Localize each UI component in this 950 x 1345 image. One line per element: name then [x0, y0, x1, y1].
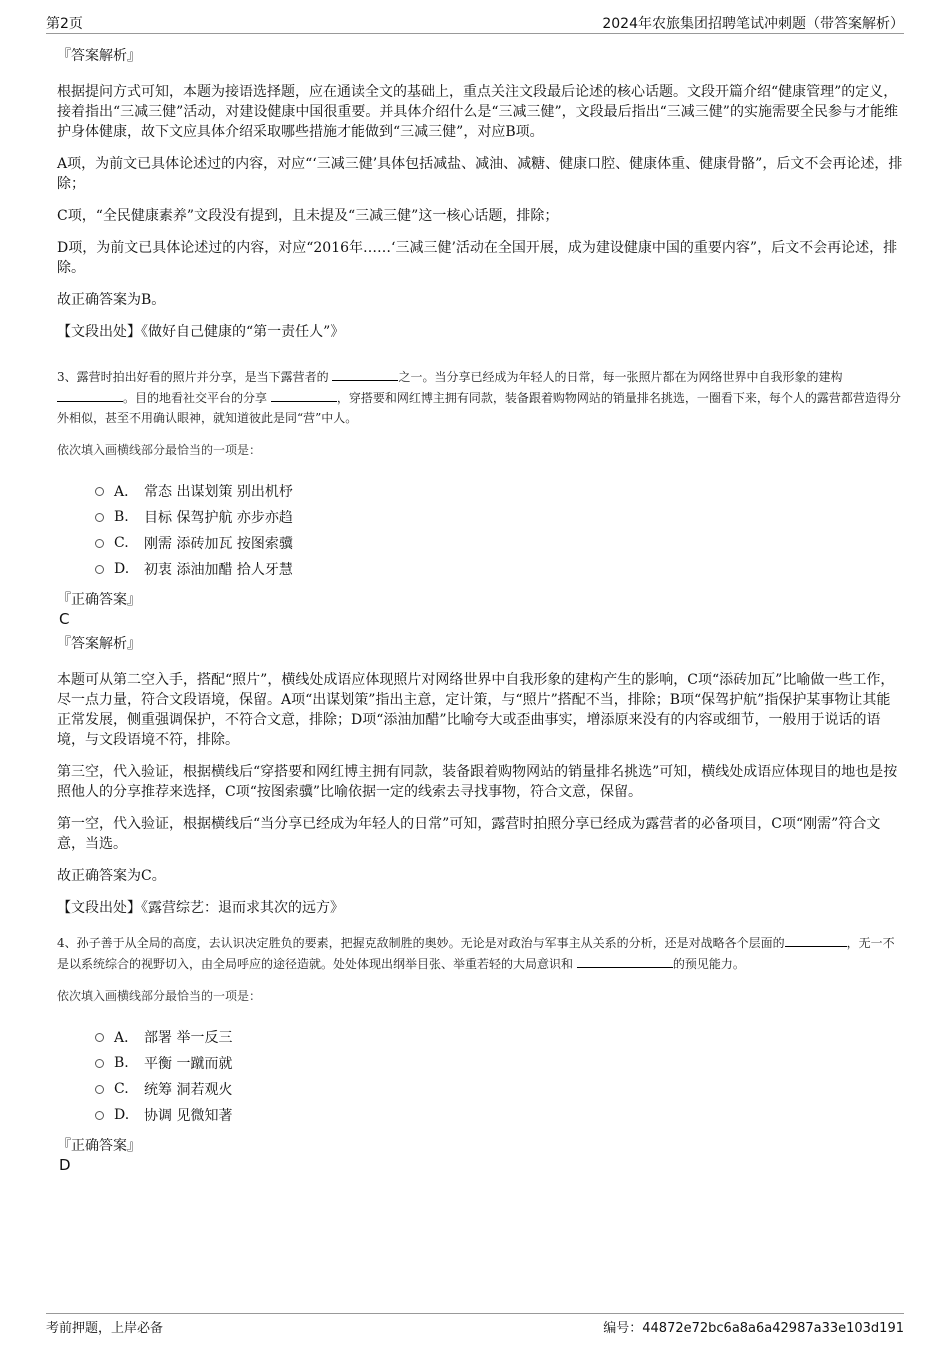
- page-footer: [46, 1313, 904, 1336]
- document-title: 2024年农旅集团招聘笔试冲刺题（带答案解析）: [602, 16, 904, 32]
- page-number: 第2页: [46, 16, 83, 32]
- option-key: D.: [114, 561, 130, 577]
- question-3-options: [95, 478, 904, 582]
- option-text: 统筹 洞若观火: [144, 1082, 233, 1098]
- option-a[interactable]: [95, 478, 904, 504]
- radio-icon[interactable]: [95, 565, 104, 574]
- option-a[interactable]: [95, 1024, 904, 1050]
- analysis-paragraph: 根据提问方式可知，本题为接语选择题，应在通读全文的基础上，重点关注文段最后论述的核心话题。文段开篇介绍“健康管理”的定义，接着指出“三减三健”活动，对建设健康中国很重要。并具体介绍什么是“三减三健”，文段最后指出“三减三健”的实施需要全民参与才能维护身体健康，故下文应具体介绍采取哪些措施才能做到“三减三健”，对应B项。: [57, 84, 898, 140]
- analysis-paragraph: 故正确答案为C。: [57, 868, 166, 884]
- option-c[interactable]: [95, 530, 904, 556]
- radio-icon[interactable]: [95, 1059, 104, 1068]
- analysis-tag: 『答案解析』: [57, 636, 141, 652]
- question-text-part: 。目的地看社交平台的分享: [123, 391, 271, 405]
- footer-slogan: 考前押题，上岸必备: [46, 1321, 164, 1336]
- option-c[interactable]: [95, 1076, 904, 1102]
- option-d[interactable]: [95, 1102, 904, 1128]
- radio-icon[interactable]: [95, 513, 104, 522]
- analysis-tag: 『答案解析』: [57, 48, 141, 64]
- radio-icon[interactable]: [95, 1033, 104, 1042]
- fill-blank-1: [785, 932, 847, 947]
- option-key: C.: [114, 535, 129, 551]
- radio-icon[interactable]: [95, 1085, 104, 1094]
- option-key: D.: [114, 1107, 130, 1123]
- radio-icon[interactable]: [95, 1111, 104, 1120]
- option-text: 常态 出谋划策 别出机杼: [144, 484, 293, 500]
- question-text-part: 3、露营时拍出好看的照片并分享，是当下露营者的: [57, 370, 333, 384]
- question-text-part: 之一。当分享已经成为年轻人的日常，每一张照片都在为网络世界中自我形象的建构: [398, 370, 843, 384]
- question-instruction: 依次填入画横线部分最恰当的一项是：: [57, 989, 262, 1003]
- option-text: 部署 举一反三: [144, 1030, 233, 1046]
- question-3-text: [57, 366, 904, 428]
- fill-blank-2: [577, 953, 673, 968]
- question-instruction: 依次填入画横线部分最恰当的一项是：: [57, 443, 262, 457]
- option-key: B.: [114, 509, 129, 525]
- option-text: 初衷 添油加醋 拾人牙慧: [144, 562, 293, 578]
- source-citation: 【文段出处】《做好自己健康的“第一责任人”》: [57, 324, 345, 340]
- analysis-paragraph: 第三空，代入验证，根据横线后“穿搭要和网红博主拥有同款，装备跟着购物网站的销量排名挑选”可知，横线处成语应体现目的地也是按照他人的分享推荐来选择，C项“按图索骥”比喻依据一定的线索去寻找事物，符合文意，保留。: [57, 764, 898, 800]
- fill-blank-1: [332, 366, 398, 381]
- option-text: 刚需 添砖加瓦 按图索骥: [144, 536, 293, 552]
- analysis-paragraph: C项，“全民健康素养”文段没有提到，且未提及“三减三健”这一核心话题，排除；: [57, 208, 559, 224]
- source-citation: 【文段出处】《露营综艺：退而求其次的远方》: [57, 900, 344, 916]
- fill-blank-3: [271, 387, 337, 402]
- question-text-part: ，穿搭要和网红博主拥有同款，装备跟着购物网站的销量排名挑选，一圈看下来，每个人的露营都营造得分外相似，甚至不用确认眼神，就知道彼此是同“营”中人。: [57, 391, 901, 425]
- question-4-options: [95, 1024, 904, 1128]
- analysis-paragraph: 本题可从第二空入手，搭配“照片”，横线处成语应体现照片对网络世界中自我形象的建构产生的影响，C项“添砖加瓦”比喻做一些工作，尽一点力量，符合文段语境，保留。A项“出谋划策”指出主意，定计策，与“照片”搭配不当，排除；B项“保驾护航”指保护某事物让其能正常发展，侧重强调保护，不符合文意，排除；D项“添油加醋”比喻夸大或歪曲事实，增添原来没有的内容或细节，一般用于说话的语境，与文段语境不符，排除。: [57, 672, 895, 748]
- option-key: B.: [114, 1055, 129, 1071]
- option-text: 协调 见微知著: [144, 1108, 233, 1124]
- question-text-part: 4、孙子善于从全局的高度，去认识决定胜负的要素，把握克敌制胜的奥妙。无论是对政治与军事主从关系的分析，还是对战略各个层面的: [57, 936, 785, 950]
- page-header: [46, 13, 904, 34]
- question-4-text: [57, 932, 904, 974]
- option-b[interactable]: [95, 1050, 904, 1076]
- correct-answer: D: [59, 1156, 71, 1174]
- page-content: [57, 46, 904, 1180]
- radio-icon[interactable]: [95, 487, 104, 496]
- option-key: A．: [114, 1030, 139, 1046]
- option-d[interactable]: [95, 556, 904, 582]
- code-value: 44872e72bc6a8a6a42987a33e103d191: [642, 1321, 904, 1336]
- analysis-paragraph: A项，为前文已具体论述过的内容，对应“‘三减三健’具体包括减盐、减油、减糖、健康口腔、健康体重、健康骨骼”，后文不会再论述，排除；: [57, 156, 903, 192]
- radio-icon[interactable]: [95, 539, 104, 548]
- option-b[interactable]: [95, 504, 904, 530]
- option-key: C.: [114, 1081, 129, 1097]
- fill-blank-2: [57, 387, 123, 402]
- correct-answer: C: [59, 610, 70, 628]
- document-code: [603, 1317, 904, 1336]
- analysis-paragraph: 第一空，代入验证，根据横线后“当分享已经成为年轻人的日常”可知，露营时拍照分享已经成为露营者的必备项目，C项“刚需”符合文意，当选。: [57, 816, 881, 852]
- option-text: 目标 保驾护航 亦步亦趋: [144, 510, 293, 526]
- analysis-paragraph: 故正确答案为B。: [57, 292, 166, 308]
- question-text-part: ，无一不是以系统综合的视野切入，由全局呼应的途径造就。处处体现出纲举目张、举重若轻的大局意识和: [57, 936, 895, 971]
- option-text: 平衡 一蹴而就: [144, 1056, 233, 1072]
- question-text-part: 的预见能力。: [672, 957, 745, 971]
- answer-tag: 『正确答案』: [57, 592, 141, 608]
- code-label: 编号：: [603, 1321, 643, 1336]
- answer-tag: 『正确答案』: [57, 1138, 141, 1154]
- option-key: A．: [114, 484, 139, 500]
- analysis-paragraph: D项，为前文已具体论述过的内容，对应“2016年……‘三减三健’活动在全国开展，成为建设健康中国的重要内容”，后文不会再论述，排除。: [57, 240, 898, 276]
